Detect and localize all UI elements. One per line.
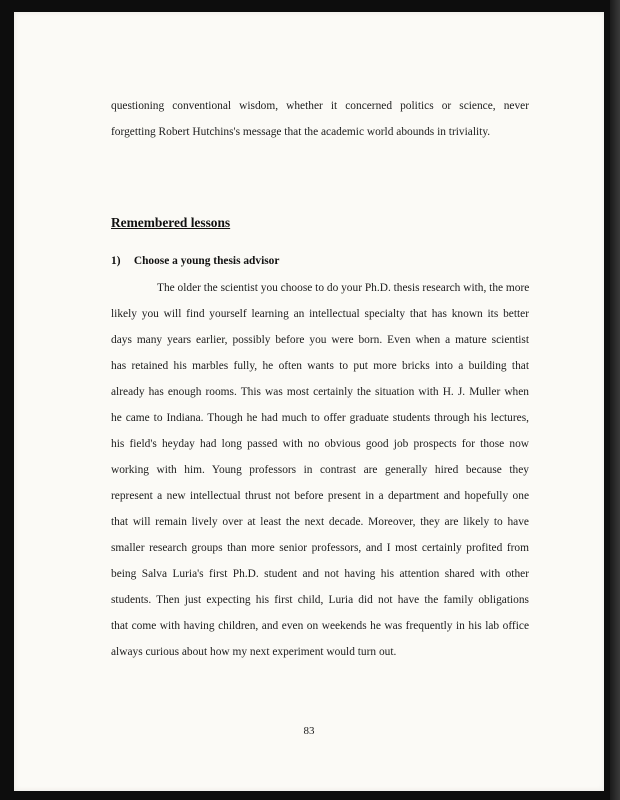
paragraph-line: represent a new intellectual thrust not before present in a department and hopefully one — [111, 490, 529, 502]
paragraph-line: working with him. Young professors in contrast are generally hired because they — [111, 464, 529, 476]
section-heading: Remembered lessons — [111, 215, 231, 230]
lesson-number: 1) — [111, 255, 121, 267]
lesson-heading — [111, 255, 279, 267]
paragraph-line: smaller research groups than more senior professors, and I most certainly profited from — [111, 542, 529, 554]
page-number: 83 — [303, 725, 315, 737]
paragraph-line: he came to Indiana. Though he had much to offer graduate students through his lectures, — [111, 412, 529, 424]
lesson-title: Choose a young thesis advisor — [133, 255, 280, 267]
document-page — [14, 12, 604, 791]
intro-line-2: forgetting Robert Hutchins's message that the academic world abounds in triviality. — [111, 126, 491, 138]
paragraph-line: The older the scientist you choose to do your Ph.D. thesis research with, the more — [157, 282, 530, 294]
paragraph-line: his field's heyday had long passed with no obvious good job prospects for those now — [111, 438, 529, 450]
paragraph-line: that come with having children, and even on weekends he was frequently in his lab office — [111, 620, 529, 632]
paragraph-line: likely you will find yourself learning an intellectual specialty that has known its better — [111, 308, 529, 320]
paragraph-line: has retained his marbles fully, he often wants to put more bricks into a building that — [111, 360, 529, 372]
paragraph-line: being Salva Luria's first Ph.D. student and not having his attention shared with other — [111, 568, 529, 580]
intro-line-1: questioning conventional wisdom, whether it concerned politics or science, never — [111, 100, 529, 112]
paragraph-line: already has enough rooms. This was most certainly the situation with H. J. Muller when — [111, 386, 529, 398]
paragraph-line: that will remain lively over at least the next decade. Moreover, they are likely to have — [111, 516, 529, 528]
paragraph-line: days many years earlier, possibly before you were born. Even when a mature scientist — [111, 334, 529, 346]
paragraph-line: always curious about how my next experiment would turn out. — [111, 646, 397, 658]
paragraph-line: students. Then just expecting his first child, Luria did not have the family obligations — [111, 594, 529, 606]
scan-edge — [610, 0, 620, 800]
